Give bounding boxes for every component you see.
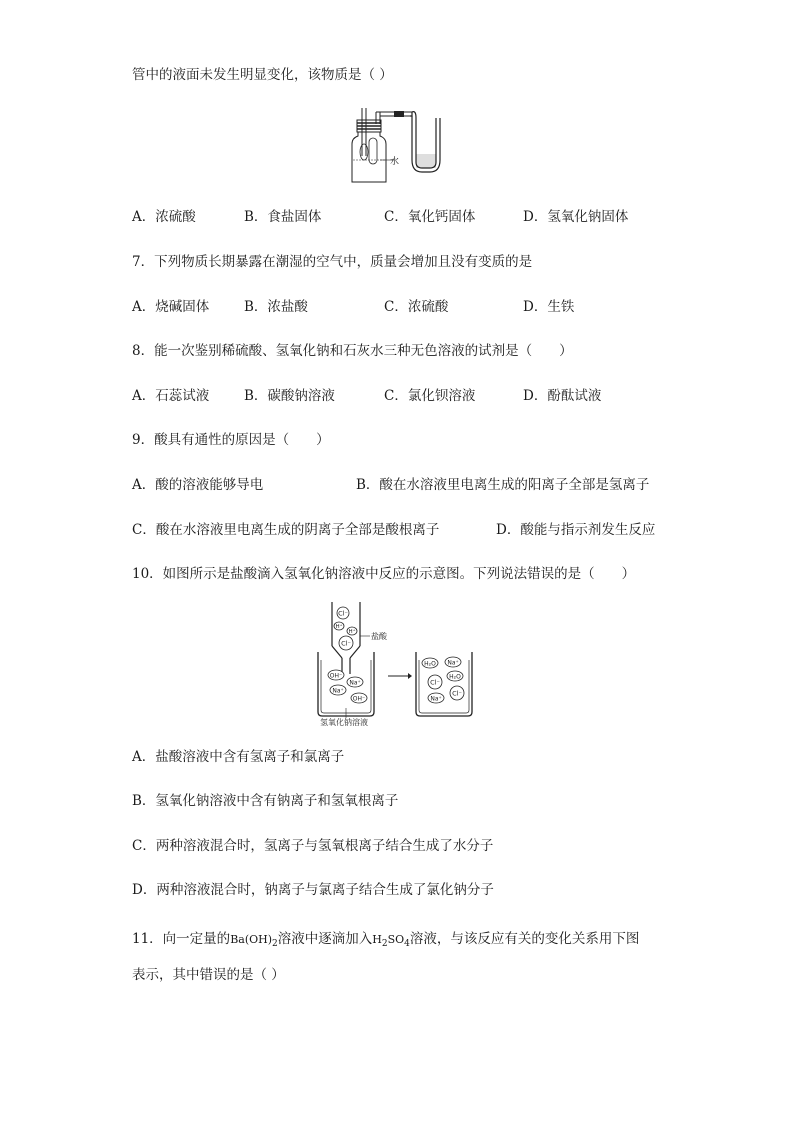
q6-option-d: D．氢氧化钠固体 — [523, 209, 629, 225]
q10-naoh-label: 氢氧化钠溶液 — [320, 718, 368, 727]
q6-option-b: B．食盐固体 — [244, 209, 322, 225]
q7-option-b: B．浓盐酸 — [244, 299, 308, 315]
q10-ion-top-1: Cl⁻ — [338, 609, 348, 618]
q7-option-c: C．浓硫酸 — [384, 299, 449, 315]
q10-option-a: A．盐酸溶液中含有氢离子和氯离子 — [132, 749, 345, 765]
q6-apparatus-figure — [340, 104, 460, 188]
q10-ion-right-4: Cl⁻ — [430, 678, 440, 687]
q8-stem: 8．能一次鉴别稀硫酸、氢氧化钠和石灰水三种无色溶液的试剂是（ ） — [132, 343, 573, 359]
q6-option-a: A．浓硫酸 — [132, 209, 196, 225]
q11-formula-baoh2: $Ba(OH)_2$ — [230, 933, 278, 949]
q9-stem: 9．酸具有通性的原因是（ ） — [132, 432, 330, 448]
q6-stem-tail: 管中的液面未发生明显变化，该物质是（ ） — [132, 67, 393, 83]
q8-option-b: B．碳酸钠溶液 — [244, 388, 335, 404]
q10-ion-left-2: Na⁺ — [349, 679, 361, 687]
q10-option-b: B．氢氧化钠溶液中含有钠离子和氢氧根离子 — [132, 793, 399, 809]
q10-ion-right-5: Cl⁻ — [452, 689, 462, 698]
q10-ion-right-3: H₂O — [449, 673, 461, 681]
q9-option-a: A．酸的溶液能够导电 — [132, 477, 264, 493]
q11-stem-part3: 溶液，与该反应有关的变化关系用下图 — [409, 931, 640, 947]
q10-ion-top-2: H⁺ — [335, 624, 343, 630]
q8-option-d: D．酚酞试液 — [523, 388, 602, 404]
q10-option-d: D．两种溶液混合时，钠离子与氯离子结合生成了氯化钠分子 — [132, 882, 494, 898]
q7-stem: 7．下列物质长期暴露在潮湿的空气中，质量会增加且没有变质的是 — [132, 254, 533, 270]
q10-reaction-figure — [312, 600, 482, 730]
q10-option-c: C．两种溶液混合时，氢离子与氢氧根离子结合生成了水分子 — [132, 838, 494, 854]
q10-ion-left-4: OH⁻ — [352, 695, 366, 703]
q11-stem-part1: 11．向一定量的 — [132, 931, 231, 947]
q10-stem: 10．如图所示是盐酸滴入氢氧化钠溶液中反应的示意图。下列说法错误的是（ ） — [132, 566, 636, 582]
q11-stem — [132, 930, 639, 953]
q9-option-c: C．酸在水溶液里电离生成的阴离子全部是酸根离子 — [132, 522, 440, 538]
q11-formula-h2so4: $H_2SO_4$ — [372, 933, 410, 949]
q10-ion-top-3: H⁺ — [348, 629, 356, 635]
q11-stem-line2: 表示，其中错误的是（ ） — [132, 967, 285, 983]
q7-option-d: D．生铁 — [523, 299, 575, 315]
q8-option-c: C．氯化钡溶液 — [384, 388, 476, 404]
q11-stem-part2: 溶液中逐滴加入 — [277, 931, 373, 947]
q10-hcl-label: 盐酸 — [371, 632, 387, 641]
q10-ion-right-2: Na⁺ — [447, 659, 459, 667]
q9-option-b: B．酸在水溶液里电离生成的阳离子全部是氢离子 — [356, 477, 650, 493]
q10-ion-left-3: Na⁺ — [332, 687, 344, 695]
q7-option-a: A．烧碱固体 — [132, 299, 210, 315]
q6-water-label: 水 — [390, 157, 400, 167]
q9-option-d: D．酸能与指示剂发生反应 — [496, 522, 656, 538]
q8-option-a: A．石蕊试液 — [132, 388, 210, 404]
q10-ion-right-1: H₂O — [424, 660, 436, 668]
q10-ion-right-6: Na⁺ — [430, 695, 442, 703]
q6-option-c: C．氧化钙固体 — [384, 209, 476, 225]
q10-ion-top-4: Cl⁻ — [341, 639, 351, 648]
q10-ion-left-1: OH⁻ — [329, 672, 343, 680]
